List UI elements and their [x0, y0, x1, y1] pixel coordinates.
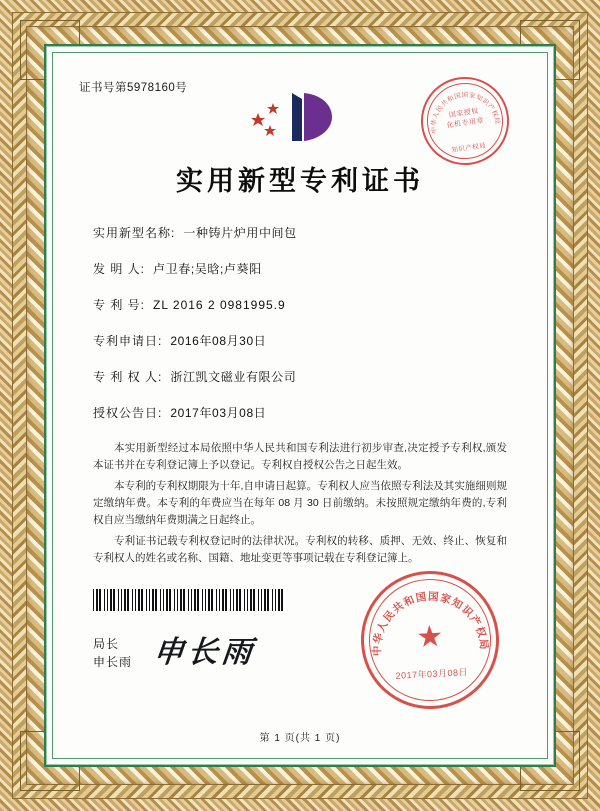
certificate-page	[44, 44, 556, 767]
field-value: 2017年03月08日	[170, 406, 267, 420]
field-value: 卢卫春;吴晗;卢葵阳	[153, 262, 262, 276]
body-paragraph-2: 本专利的专利权期限为十年,自申请日起算。专利权人应当依照专利法及其实施细则规定缴纳年费。本专利的年费应当在每年 08 月 30 日前缴纳。未按照规定缴纳年费的,专利权自应当缴纳年费期满之日起终止。	[93, 480, 507, 526]
field-row-application-date	[93, 332, 521, 349]
signature-block	[79, 590, 521, 703]
top-seal-middle-text: 国家授权 化机专用章	[446, 108, 485, 130]
body-paragraph-1: 本实用新型经过本局依照中华人民共和国专利法进行初步审查,决定授予专利权,颁发本证书并在专利登记簿上予以登记。专利权自授权公告之日起生效。	[93, 442, 507, 471]
page-title: 实用新型专利证书	[176, 166, 424, 197]
official-red-seal	[357, 567, 502, 712]
field-row-patentee	[93, 368, 521, 385]
certificate-number: 证书号第5978160号	[79, 82, 188, 94]
director-title: 局长	[93, 637, 120, 651]
field-row-grant-announcement-date	[93, 404, 521, 421]
field-row-patent-number	[93, 296, 521, 313]
field-label: 发 明 人:	[93, 262, 146, 276]
field-value: 2016年08月30日	[170, 334, 267, 348]
seal-date: 2017年03月08日	[395, 667, 469, 681]
svg-text:中华人民共和国国家知识产权局: 中华人民共和国国家知识产权局	[430, 91, 501, 134]
field-value: 一种铸片炉用中间包	[183, 226, 297, 240]
field-label: 专利申请日:	[93, 334, 163, 348]
field-value: 浙江凯文磁业有限公司	[170, 370, 297, 384]
director-labels	[93, 635, 132, 671]
top-seal-bottom-text: 知识产权局	[451, 142, 487, 155]
cnipa-patent-logo	[240, 83, 360, 147]
director-name: 申长雨	[93, 655, 133, 669]
body-paragraph-3: 专利证书记载专利权登记时的法律状况。专利权的转移、质押、无效、终止、恢复和专利权人的姓名或名称、国籍、地址变更等事项记载在专利登记簿上。	[93, 535, 507, 564]
field-value: ZL 2016 2 0981995.9	[153, 298, 286, 312]
page-footer: 第 1 页(共 1 页)	[259, 733, 341, 744]
seal-star-icon: ★	[415, 619, 445, 655]
logo-graphic	[240, 83, 360, 147]
certificate-page-inner	[52, 52, 548, 759]
top-right-seal	[415, 71, 514, 170]
field-label: 授权公告日:	[93, 406, 163, 420]
field-row-inventors	[93, 260, 521, 277]
svg-text:中华人民共和国国家知识产权局: 中华人民共和国国家知识产权局	[371, 590, 490, 657]
field-label: 专 利 号:	[93, 298, 146, 312]
handwritten-signature: 申长雨	[152, 635, 258, 670]
field-label: 专 利 权 人:	[93, 370, 163, 384]
field-row-utility-model-name	[93, 224, 521, 241]
field-label: 实用新型名称:	[93, 226, 176, 240]
patent-fields	[79, 224, 521, 421]
legal-body-text	[79, 440, 521, 567]
patent-barcode	[93, 589, 283, 611]
